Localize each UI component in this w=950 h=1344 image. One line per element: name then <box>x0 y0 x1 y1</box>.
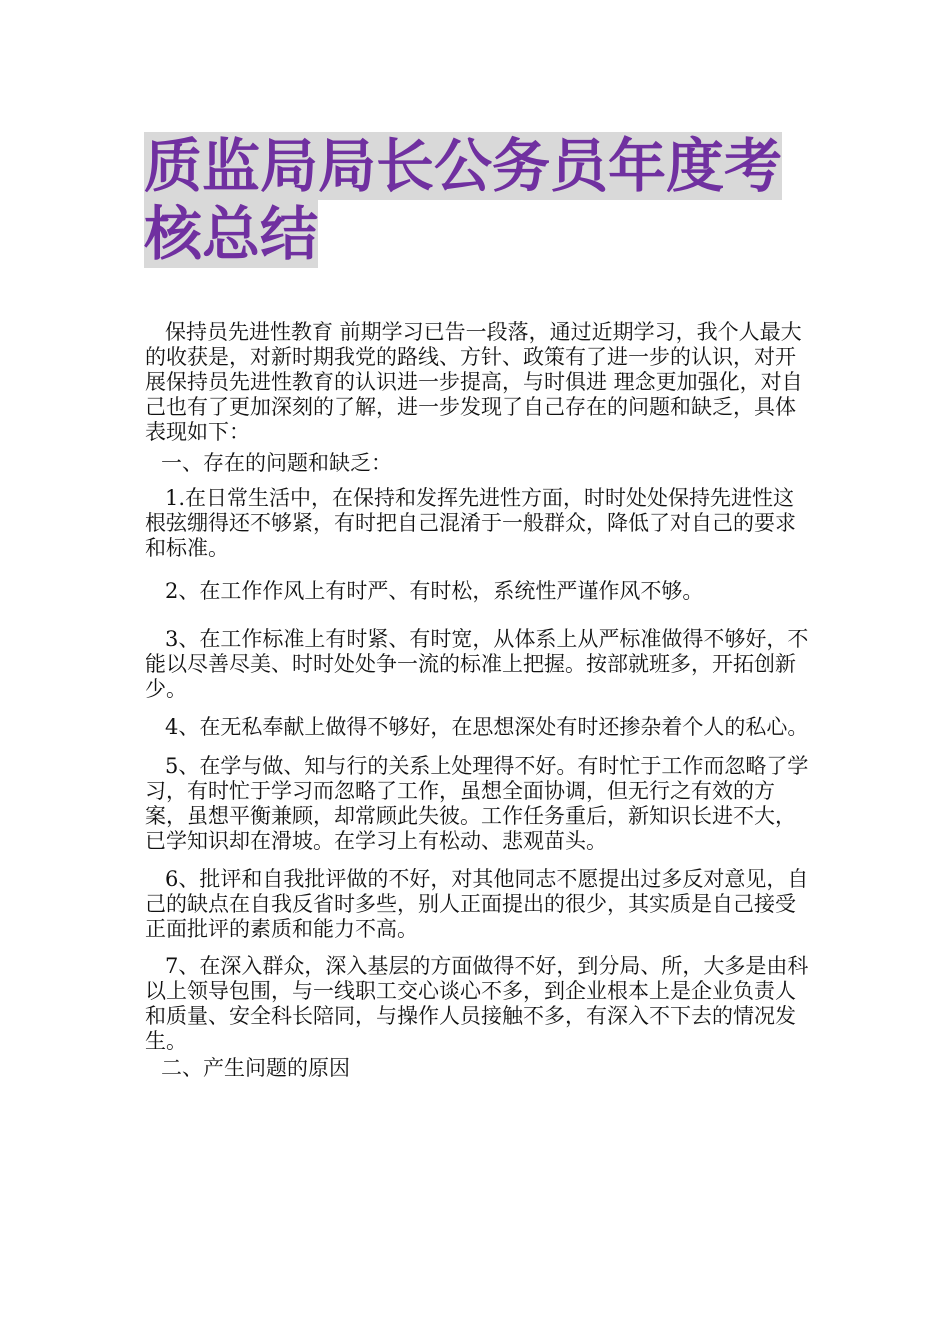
document-title <box>144 132 816 268</box>
problem-item-1: 1.在日常生活中，在保持和发挥先进性方面，时时处处保持先进性这根弦绷得还不够紧，有时把自己混淆于一般群众，降低了对自己的要求和标准。 <box>145 486 796 560</box>
problem-item-2: 2、在工作作风上有时严、有时松，系统性严谨作风不够。 <box>165 579 704 603</box>
problem-item-7: 7、在深入群众，深入基层的方面做得不好，到分局、所，大多是由科以上领导包围，与一线职工交心谈心不多，到企业根本上是企业负责人和质量、安全科长陪同，与操作人员接触不多，有深入不下去的情况发生。 <box>145 954 809 1053</box>
problem-item-5: 5、在学与做、知与行的关系上处理得不好。有时忙于工作而忽略了学习，有时忙于学习而忽略了工作，虽想全面协调，但无行之有效的方案，虽想平衡兼顾，却常顾此失彼。工作任务重后，新知识长进不大，已学知识却在滑坡。在学习上有松动、悲观苗头。 <box>145 754 809 853</box>
problem-item-3: 3、在工作标准上有时紧、有时宽，从体系上从严标准做得不够好，不能以尽善尽美、时时处处争一流的标准上把握。按部就班多，开拓创新少。 <box>145 627 809 701</box>
section-heading-problems: 一、存在的问题和缺乏： <box>161 451 392 475</box>
problem-item-6: 6、批评和自我批评做的不好，对其他同志不愿提出过多反对意见，自己的缺点在自我反省时多些，别人正面提出的很少，其实质是自己接受正面批评的素质和能力不高。 <box>145 867 809 941</box>
intro-paragraph: 保持员先进性教育 前期学习已告一段落，通过近期学习，我个人最大的收获是，对新时期我党的路线、方针、政策有了进一步的认识，对开展保持员先进性教育的认识进一步提高，与时俱进 理念更加强化，对自己也有了更加深刻的了解，进一步发现了自己存在的问题和缺乏，具体表现如下： <box>145 320 803 444</box>
document-body <box>145 320 813 1081</box>
title-highlight: 质监局局长公务员年度考核总结 <box>144 132 783 268</box>
problem-item-4: 4、在无私奉献上做得不够好，在思想深处有时还掺杂着个人的私心。 <box>165 715 809 739</box>
section-heading-causes: 二、产生问题的原因 <box>161 1056 350 1080</box>
